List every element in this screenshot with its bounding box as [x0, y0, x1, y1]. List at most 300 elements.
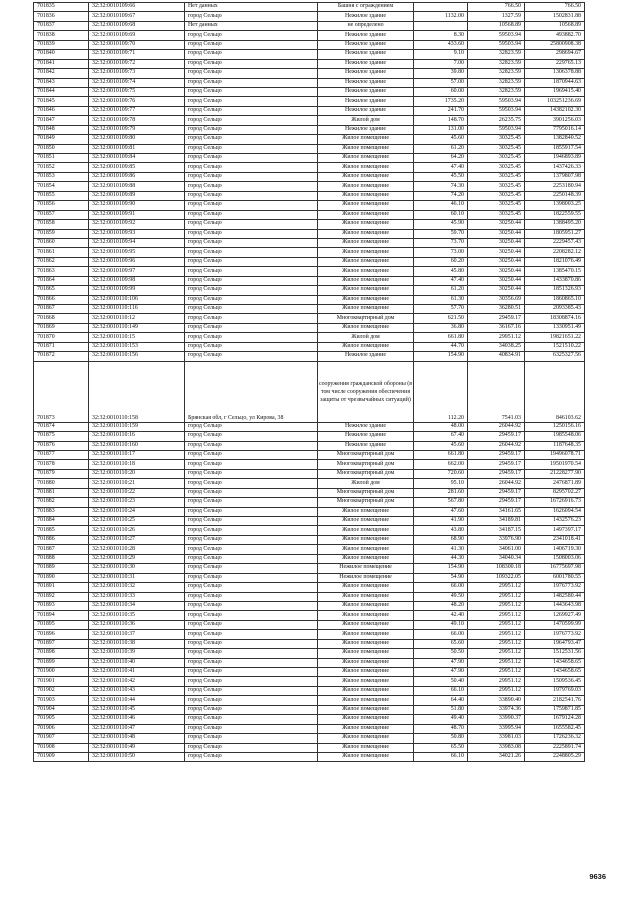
cell-id: 701835 — [34, 3, 89, 12]
cell-cadastral-value: 846103.62 — [525, 361, 585, 422]
cell-area: 65.50 — [414, 743, 468, 752]
cell-object-type: Жилой дом — [318, 116, 414, 125]
cell-area: 95.10 — [414, 479, 468, 488]
cell-price-per-m2: 33983.08 — [468, 743, 525, 752]
cell-price-per-m2: 29951.12 — [468, 639, 525, 648]
cell-cadastral-value: 2253180.94 — [525, 182, 585, 191]
cell-id: 701872 — [34, 352, 89, 361]
cell-id: 701868 — [34, 314, 89, 323]
cell-object-type: Жилое помещение — [318, 276, 414, 285]
cell-cadastral-number: 32:32:0010110:21 — [89, 479, 185, 488]
table-row — [34, 488, 585, 497]
table-row — [34, 238, 585, 247]
cell-object-type: Жилое помещение — [318, 583, 414, 592]
cell-area: 66.10 — [414, 752, 468, 761]
cell-price-per-m2: 33981.03 — [468, 734, 525, 743]
cell-address: город Сельцо — [185, 163, 318, 172]
cell-cadastral-value: 1626094.54 — [525, 507, 585, 516]
cell-id: 701877 — [34, 450, 89, 459]
cell-area: 68.90 — [414, 535, 468, 544]
cell-area: 57.00 — [414, 78, 468, 87]
cell-cadastral-value: 1406719.30 — [525, 545, 585, 554]
cell-cadastral-number: 32:32:0010110:18 — [89, 460, 185, 469]
table-row — [34, 163, 585, 172]
cell-id: 701890 — [34, 573, 89, 582]
cell-cadastral-number: 32:32:0010110:31 — [89, 573, 185, 582]
cell-object-type: Нежилое помещение — [318, 573, 414, 582]
table-row — [34, 220, 585, 229]
cell-object-type: Жилое помещение — [318, 752, 414, 761]
cell-id: 701857 — [34, 210, 89, 219]
cell-address: город Сельцо — [185, 106, 318, 115]
cell-cadastral-number: 32:32:0010109:86 — [89, 172, 185, 181]
cell-area: 54.90 — [414, 573, 468, 582]
cell-price-per-m2: 30325.45 — [468, 201, 525, 210]
cell-address: город Сельцо — [185, 182, 318, 191]
cell-price-per-m2: 30250.44 — [468, 238, 525, 247]
cell-id: 701859 — [34, 229, 89, 238]
cell-cadastral-value: 6001780.55 — [525, 573, 585, 582]
cell-price-per-m2: 30356.69 — [468, 295, 525, 304]
cell-id: 701880 — [34, 479, 89, 488]
cell-id: 701902 — [34, 686, 89, 695]
cell-cadastral-number: 32:32:0010109:98 — [89, 276, 185, 285]
cell-cadastral-value: 2248805.29 — [525, 752, 585, 761]
cell-cadastral-value: 2476871.89 — [525, 479, 585, 488]
cell-area: 61.20 — [414, 144, 468, 153]
cell-price-per-m2: 33974.36 — [468, 705, 525, 714]
cell-id: 701873 — [34, 361, 89, 422]
cell-address: город Сельцо — [185, 154, 318, 163]
cell-area: 44.30 — [414, 554, 468, 563]
cell-address: город Сельцо — [185, 116, 318, 125]
cell-cadastral-number: 32:32:0010110:22 — [89, 488, 185, 497]
cell-address: город Сельцо — [185, 535, 318, 544]
cell-id: 701848 — [34, 125, 89, 134]
table-row — [34, 479, 585, 488]
cell-id: 701909 — [34, 752, 89, 761]
cell-price-per-m2: 29459.17 — [468, 450, 525, 459]
table-row — [34, 686, 585, 695]
table-row — [34, 125, 585, 134]
cell-object-type: Жилое помещение — [318, 267, 414, 276]
cell-object-type: Жилое помещение — [318, 210, 414, 219]
cell-cadastral-value: 19501970.54 — [525, 460, 585, 469]
cell-price-per-m2: 30250.44 — [468, 267, 525, 276]
cell-id: 701866 — [34, 295, 89, 304]
table-row — [34, 507, 585, 516]
cell-price-per-m2: 26235.75 — [468, 116, 525, 125]
cell-id: 701840 — [34, 50, 89, 59]
cell-price-per-m2: 29951.12 — [468, 333, 525, 342]
cell-area: 59.70 — [414, 229, 468, 238]
table-row — [34, 564, 585, 573]
cell-area: 154.90 — [414, 352, 468, 361]
cell-address: город Сельцо — [185, 144, 318, 153]
cell-cadastral-value: 1512531.56 — [525, 649, 585, 658]
cell-price-per-m2: 34040.34 — [468, 554, 525, 563]
cell-price-per-m2: 766.50 — [468, 3, 525, 12]
cell-address: город Сельцо — [185, 611, 318, 620]
cell-cadastral-number: 32:32:0010109:95 — [89, 248, 185, 257]
table-row — [34, 201, 585, 210]
cell-price-per-m2: 30325.45 — [468, 210, 525, 219]
cell-price-per-m2: 34038.25 — [468, 342, 525, 351]
cell-cadastral-value: 1482580.44 — [525, 592, 585, 601]
cell-address: город Сельцо — [185, 257, 318, 266]
cell-cadastral-value: 1759871.85 — [525, 705, 585, 714]
cell-area: 60.10 — [414, 210, 468, 219]
cell-address: город Сельцо — [185, 545, 318, 554]
cell-id: 701887 — [34, 545, 89, 554]
cell-cadastral-number: 32:32:0010110:27 — [89, 535, 185, 544]
cell-cadastral-value: 1306378.88 — [525, 69, 585, 78]
cell-cadastral-number: 32:32:0010110:25 — [89, 517, 185, 526]
cell-cadastral-number: 32:32:0010110:49 — [89, 743, 185, 752]
cell-area: 46.10 — [414, 201, 468, 210]
table-row — [34, 342, 585, 351]
cadastral-register-table — [33, 2, 585, 762]
cell-price-per-m2: 36167.16 — [468, 323, 525, 332]
cell-cadastral-number: 32:32:0010110:17 — [89, 450, 185, 459]
cell-cadastral-value: 1851326.93 — [525, 286, 585, 295]
table-row — [34, 630, 585, 639]
cell-price-per-m2: 36280.51 — [468, 305, 525, 314]
cell-id: 701839 — [34, 40, 89, 49]
table-row — [34, 611, 585, 620]
cell-cadastral-number: 32:32:0010109:72 — [89, 59, 185, 68]
cell-object-type: Жилое помещение — [318, 705, 414, 714]
cell-cadastral-number: 32:32:0010109:94 — [89, 238, 185, 247]
table-row — [34, 469, 585, 478]
cell-object-type: Жилое помещение — [318, 696, 414, 705]
cell-area: 36.80 — [414, 323, 468, 332]
cell-cadastral-value: 18308874.16 — [525, 314, 585, 323]
cell-price-per-m2: 59503.94 — [468, 97, 525, 106]
cell-cadastral-number: 32:32:0010110:47 — [89, 724, 185, 733]
cell-object-type: Жилое помещение — [318, 238, 414, 247]
cell-object-type: Жилое помещение — [318, 724, 414, 733]
cell-area: 131.00 — [414, 125, 468, 134]
cell-object-type: Жилое помещение — [318, 135, 414, 144]
cell-object-type: Нежилое здание — [318, 59, 414, 68]
cell-price-per-m2: 30325.45 — [468, 135, 525, 144]
cell-cadastral-value: 1976773.92 — [525, 583, 585, 592]
table-row — [34, 69, 585, 78]
cell-address: город Сельцо — [185, 630, 318, 639]
cell-price-per-m2: 30325.45 — [468, 182, 525, 191]
cell-cadastral-value: 1679124.28 — [525, 715, 585, 724]
cell-address: город Сельцо — [185, 517, 318, 526]
cell-price-per-m2: 108300.18 — [468, 564, 525, 573]
cell-object-type: Многоквартирный дом — [318, 469, 414, 478]
cell-price-per-m2: 30250.44 — [468, 220, 525, 229]
cell-area: 241.70 — [414, 106, 468, 115]
cell-area: 60.00 — [414, 87, 468, 96]
cell-area: 41.90 — [414, 517, 468, 526]
cell-id: 701901 — [34, 677, 89, 686]
table-row — [34, 144, 585, 153]
cell-object-type: Жилое помещение — [318, 545, 414, 554]
cell-id: 701836 — [34, 12, 89, 21]
cell-cadastral-value: 1521510.22 — [525, 342, 585, 351]
cell-price-per-m2: 30325.45 — [468, 144, 525, 153]
cell-id: 701888 — [34, 554, 89, 563]
cell-address: город Сельцо — [185, 696, 318, 705]
cell-id: 701852 — [34, 163, 89, 172]
cell-area: 567.80 — [414, 498, 468, 507]
table-row — [34, 154, 585, 163]
cell-cadastral-number: 32:32:0010110:24 — [89, 507, 185, 516]
table-row — [34, 498, 585, 507]
cell-area: 64.40 — [414, 696, 468, 705]
cell-area: 43.80 — [414, 526, 468, 535]
cell-id: 701898 — [34, 649, 89, 658]
table-row — [34, 3, 585, 12]
cell-price-per-m2: 33890.40 — [468, 696, 525, 705]
table-row — [34, 97, 585, 106]
cell-cadastral-value: 1385470.15 — [525, 267, 585, 276]
cell-price-per-m2: 34061.00 — [468, 545, 525, 554]
table-row — [34, 677, 585, 686]
cell-cadastral-value: 10568.89 — [525, 21, 585, 30]
cell-address: город Сельцо — [185, 554, 318, 563]
cell-cadastral-value: 1502831.88 — [525, 12, 585, 21]
cell-cadastral-number: 32:32:0010110:15 — [89, 333, 185, 342]
cell-cadastral-number: 32:32:0010110:106 — [89, 295, 185, 304]
cell-object-type: Нежилое здание — [318, 106, 414, 115]
cell-id: 701881 — [34, 488, 89, 497]
cell-id: 701864 — [34, 276, 89, 285]
cell-cadastral-number: 32:32:0010110:46 — [89, 715, 185, 724]
cell-area: 42.40 — [414, 611, 468, 620]
cell-cadastral-number: 32:32:0010110:29 — [89, 554, 185, 563]
cell-id: 701883 — [34, 507, 89, 516]
cell-address: город Сельцо — [185, 668, 318, 677]
table-row — [34, 705, 585, 714]
cell-address: город Сельцо — [185, 686, 318, 695]
cell-object-type: Жилое помещение — [318, 182, 414, 191]
cell-address: город Сельцо — [185, 601, 318, 610]
cell-cadastral-number: 32:32:0010110:158 — [89, 361, 185, 422]
cell-object-type: Жилое помещение — [318, 172, 414, 181]
cell-price-per-m2: 32823.59 — [468, 87, 525, 96]
cell-object-type: Башня с ограждением — [318, 3, 414, 12]
cell-area: 60.20 — [414, 257, 468, 266]
cell-area: 621.50 — [414, 314, 468, 323]
table-row — [34, 734, 585, 743]
cell-address: город Сельцо — [185, 323, 318, 332]
cell-id: 701867 — [34, 305, 89, 314]
cell-cadastral-value: 1855917.54 — [525, 144, 585, 153]
cell-address: город Сельцо — [185, 564, 318, 573]
cell-object-type: Жилое помещение — [318, 305, 414, 314]
cell-address: город Сельцо — [185, 314, 318, 323]
cell-address: город Сельцо — [185, 248, 318, 257]
cell-id: 701893 — [34, 601, 89, 610]
cell-cadastral-value: 2093385.43 — [525, 305, 585, 314]
cell-address: город Сельцо — [185, 40, 318, 49]
cell-object-type: Нежилое здание — [318, 87, 414, 96]
cell-price-per-m2: 33995.94 — [468, 724, 525, 733]
cell-cadastral-number: 32:32:0010109:80 — [89, 135, 185, 144]
cell-cadastral-number: 32:32:0010110:159 — [89, 422, 185, 431]
cell-id: 701879 — [34, 469, 89, 478]
cell-area: 45.50 — [414, 172, 468, 181]
cell-area: 154.90 — [414, 564, 468, 573]
cell-price-per-m2: 32823.59 — [468, 50, 525, 59]
cell-price-per-m2: 30250.44 — [468, 276, 525, 285]
cell-id: 701849 — [34, 135, 89, 144]
cell-area: 45.90 — [414, 220, 468, 229]
cell-address: город Сельцо — [185, 432, 318, 441]
cell-object-type: Жилое помещение — [318, 257, 414, 266]
cell-cadastral-number: 32:32:0010109:90 — [89, 201, 185, 210]
cell-area: 8.30 — [414, 31, 468, 40]
cell-price-per-m2: 33976.90 — [468, 535, 525, 544]
cell-price-per-m2: 26044.92 — [468, 479, 525, 488]
cell-id: 701856 — [34, 201, 89, 210]
cell-cadastral-value: 1969415.40 — [525, 87, 585, 96]
table-row — [34, 422, 585, 431]
cell-address: город Сельцо — [185, 526, 318, 535]
cell-address: город Сельцо — [185, 295, 318, 304]
cell-cadastral-value: 298694.67 — [525, 50, 585, 59]
cell-id: 701844 — [34, 87, 89, 96]
table-row — [34, 172, 585, 181]
cell-cadastral-number: 32:32:0010110:149 — [89, 323, 185, 332]
table-row — [34, 257, 585, 266]
cell-object-type: Нежилое здание — [318, 50, 414, 59]
cell-object-type: Многоквартирный дом — [318, 450, 414, 459]
table-row — [34, 573, 585, 582]
cell-id: 701855 — [34, 191, 89, 200]
cell-id: 701885 — [34, 526, 89, 535]
cell-address: город Сельцо — [185, 220, 318, 229]
cell-object-type: Многоквартирный дом — [318, 314, 414, 323]
cell-id: 701871 — [34, 342, 89, 351]
cell-object-type: Жилое помещение — [318, 517, 414, 526]
cell-object-type: Жилое помещение — [318, 649, 414, 658]
table-row — [34, 639, 585, 648]
cell-id: 701847 — [34, 116, 89, 125]
cell-cadastral-number: 32:32:0010110:37 — [89, 630, 185, 639]
cell-cadastral-number: 32:32:0010109:71 — [89, 50, 185, 59]
cell-area: 45.60 — [414, 441, 468, 450]
table-row — [34, 526, 585, 535]
cell-address: город Сельцо — [185, 573, 318, 582]
cell-id: 701899 — [34, 658, 89, 667]
cell-address: город Сельцо — [185, 639, 318, 648]
cell-cadastral-value: 1979769.03 — [525, 686, 585, 695]
cell-id: 701896 — [34, 630, 89, 639]
cell-object-type: Жилое помещение — [318, 163, 414, 172]
table-row — [34, 229, 585, 238]
cell-cadastral-number: 32:32:0010110:23 — [89, 498, 185, 507]
cell-address: город Сельцо — [185, 238, 318, 247]
cell-object-type: Нежилое здание — [318, 78, 414, 87]
cell-cadastral-number: 32:32:0010110:116 — [89, 305, 185, 314]
cell-price-per-m2: 29951.12 — [468, 668, 525, 677]
cell-object-type: сооружения гражданской обороны (в том числе сооружения обеспечения защиты от чрезвычайных ситуаций) — [318, 361, 414, 422]
cell-address: город Сельцо — [185, 31, 318, 40]
cell-price-per-m2: 30250.44 — [468, 229, 525, 238]
cell-price-per-m2: 34021.26 — [468, 752, 525, 761]
table-row — [34, 191, 585, 200]
cell-address: город Сельцо — [185, 286, 318, 295]
cell-price-per-m2: 26044.92 — [468, 422, 525, 431]
cell-object-type: Жилое помещение — [318, 686, 414, 695]
cell-object-type: Нежилое помещение — [318, 564, 414, 573]
cell-id: 701903 — [34, 696, 89, 705]
cell-price-per-m2: 40834.91 — [468, 352, 525, 361]
cell-object-type: Жилое помещение — [318, 554, 414, 563]
cell-cadastral-value: 2208282.12 — [525, 248, 585, 257]
cell-price-per-m2: 29951.12 — [468, 677, 525, 686]
cell-address: город Сельцо — [185, 705, 318, 714]
cell-price-per-m2: 29951.12 — [468, 620, 525, 629]
cell-address: город Сельцо — [185, 210, 318, 219]
cell-area: 48.00 — [414, 422, 468, 431]
cell-address: город Сельцо — [185, 724, 318, 733]
cell-price-per-m2: 34189.81 — [468, 517, 525, 526]
cell-address: город Сельцо — [185, 658, 318, 667]
cell-id: 701874 — [34, 422, 89, 431]
cell-id: 701851 — [34, 154, 89, 163]
cell-id: 701875 — [34, 432, 89, 441]
table-row — [34, 658, 585, 667]
cell-price-per-m2: 29459.17 — [468, 469, 525, 478]
cell-cadastral-value: 1497397.17 — [525, 526, 585, 535]
cell-price-per-m2: 33990.37 — [468, 715, 525, 724]
cell-price-per-m2: 30250.44 — [468, 248, 525, 257]
cell-object-type: Многоквартирный дом — [318, 488, 414, 497]
cell-price-per-m2: 30325.45 — [468, 172, 525, 181]
table-row — [34, 715, 585, 724]
cell-object-type: Жилое помещение — [318, 601, 414, 610]
cell-area: 64.20 — [414, 154, 468, 163]
cell-address: город Сельцо — [185, 583, 318, 592]
cell-area: 50.80 — [414, 734, 468, 743]
cell-cadastral-number: 32:32:0010109:75 — [89, 87, 185, 96]
cell-object-type: Жилой дом — [318, 333, 414, 342]
cell-address: город Сельцо — [185, 352, 318, 361]
cell-price-per-m2: 59503.94 — [468, 106, 525, 115]
cell-address: город Сельцо — [185, 276, 318, 285]
cell-address: город Сельцо — [185, 450, 318, 459]
cell-object-type: Нежилое здание — [318, 40, 414, 49]
cell-cadastral-number: 32:32:0010110:33 — [89, 592, 185, 601]
cell-cadastral-value: 1509536.45 — [525, 677, 585, 686]
cell-price-per-m2: 30250.44 — [468, 257, 525, 266]
table-body — [34, 3, 585, 762]
cell-address: Нет данных — [185, 21, 318, 30]
table-row — [34, 40, 585, 49]
cell-area: 65.60 — [414, 639, 468, 648]
cell-area: 50.50 — [414, 649, 468, 658]
table-row — [34, 361, 585, 422]
table-row — [34, 668, 585, 677]
cell-address: город Сельцо — [185, 752, 318, 761]
cell-price-per-m2: 32823.59 — [468, 69, 525, 78]
cell-price-per-m2: 29951.12 — [468, 649, 525, 658]
cell-object-type: Жилое помещение — [318, 144, 414, 153]
cell-price-per-m2: 34187.15 — [468, 526, 525, 535]
table-row — [34, 248, 585, 257]
cell-id: 701858 — [34, 220, 89, 229]
cell-cadastral-number: 32:32:0010110:48 — [89, 734, 185, 743]
cell-cadastral-value: 16726916.73 — [525, 498, 585, 507]
